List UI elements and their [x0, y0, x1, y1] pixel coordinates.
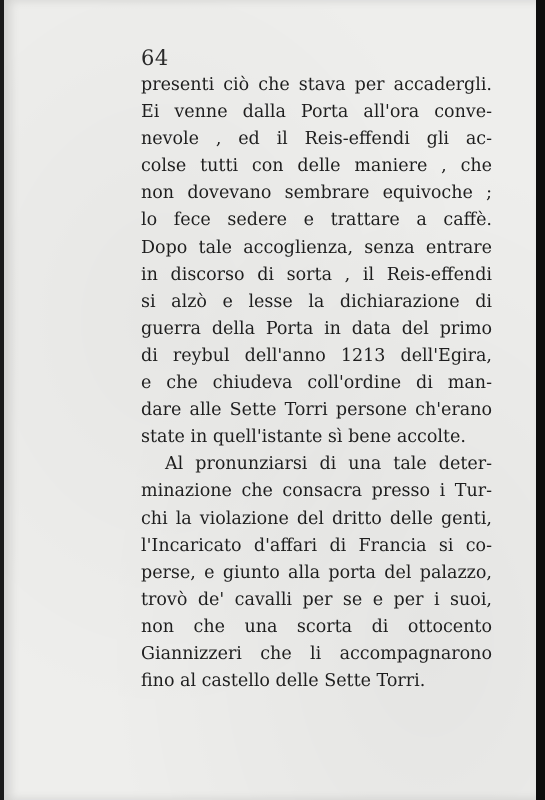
book-page [4, 0, 536, 800]
text-line: perse, e giunto alla porta del palazzo, [141, 562, 492, 583]
text-line: state in quell'istante sì bene accolte. [141, 427, 466, 448]
text-line: non che una scorta di ottocento [141, 616, 492, 637]
text-line: minazione che consacra presso i Tur- [141, 481, 492, 502]
text-line: presenti ciò che stava per accadergli. [141, 75, 492, 95]
page-number: 64 [141, 46, 169, 70]
page-edge-shadow [536, 0, 545, 800]
text-line: Ei venne dalla Porta all'ora conve- [141, 102, 492, 123]
text-line: fino al castello delle Sette Torri. [141, 671, 426, 692]
text-line: l'Incaricato d'affari di Francia si co- [141, 535, 492, 556]
text-line: dare alle Sette Torri persone ch'erano [141, 400, 492, 421]
text-line: trovò de' cavalli per se e per i suoi, [141, 589, 492, 610]
text-line: Al pronunziarsi di una tale deter- [165, 454, 492, 475]
text-line: Giannizzeri che li accompagnarono [141, 643, 492, 664]
text-line: guerra della Porta in data del primo [141, 318, 492, 339]
text-line: chi la violazione del dritto delle genti, [141, 508, 492, 529]
text-line: si alzò e lesse la dichiarazione di [141, 291, 492, 312]
text-line: lo fece sedere e trattare a caffè. [141, 210, 492, 231]
text-line: in discorso di sorta , il Reis-effendi [141, 264, 492, 285]
text-line: e che chiudeva coll'ordine di man- [141, 373, 492, 394]
text-line: colse tutti con delle maniere , che [141, 156, 492, 177]
body-text [141, 72, 492, 695]
text-line: non dovevano sembrare equivoche ; [141, 183, 492, 204]
text-line: Dopo tale accoglienza, senza entrare [141, 237, 492, 258]
text-line: nevole , ed il Reis-effendi gli ac- [141, 129, 492, 150]
text-line: di reybul dell'anno 1213 dell'Egira, [141, 345, 492, 366]
